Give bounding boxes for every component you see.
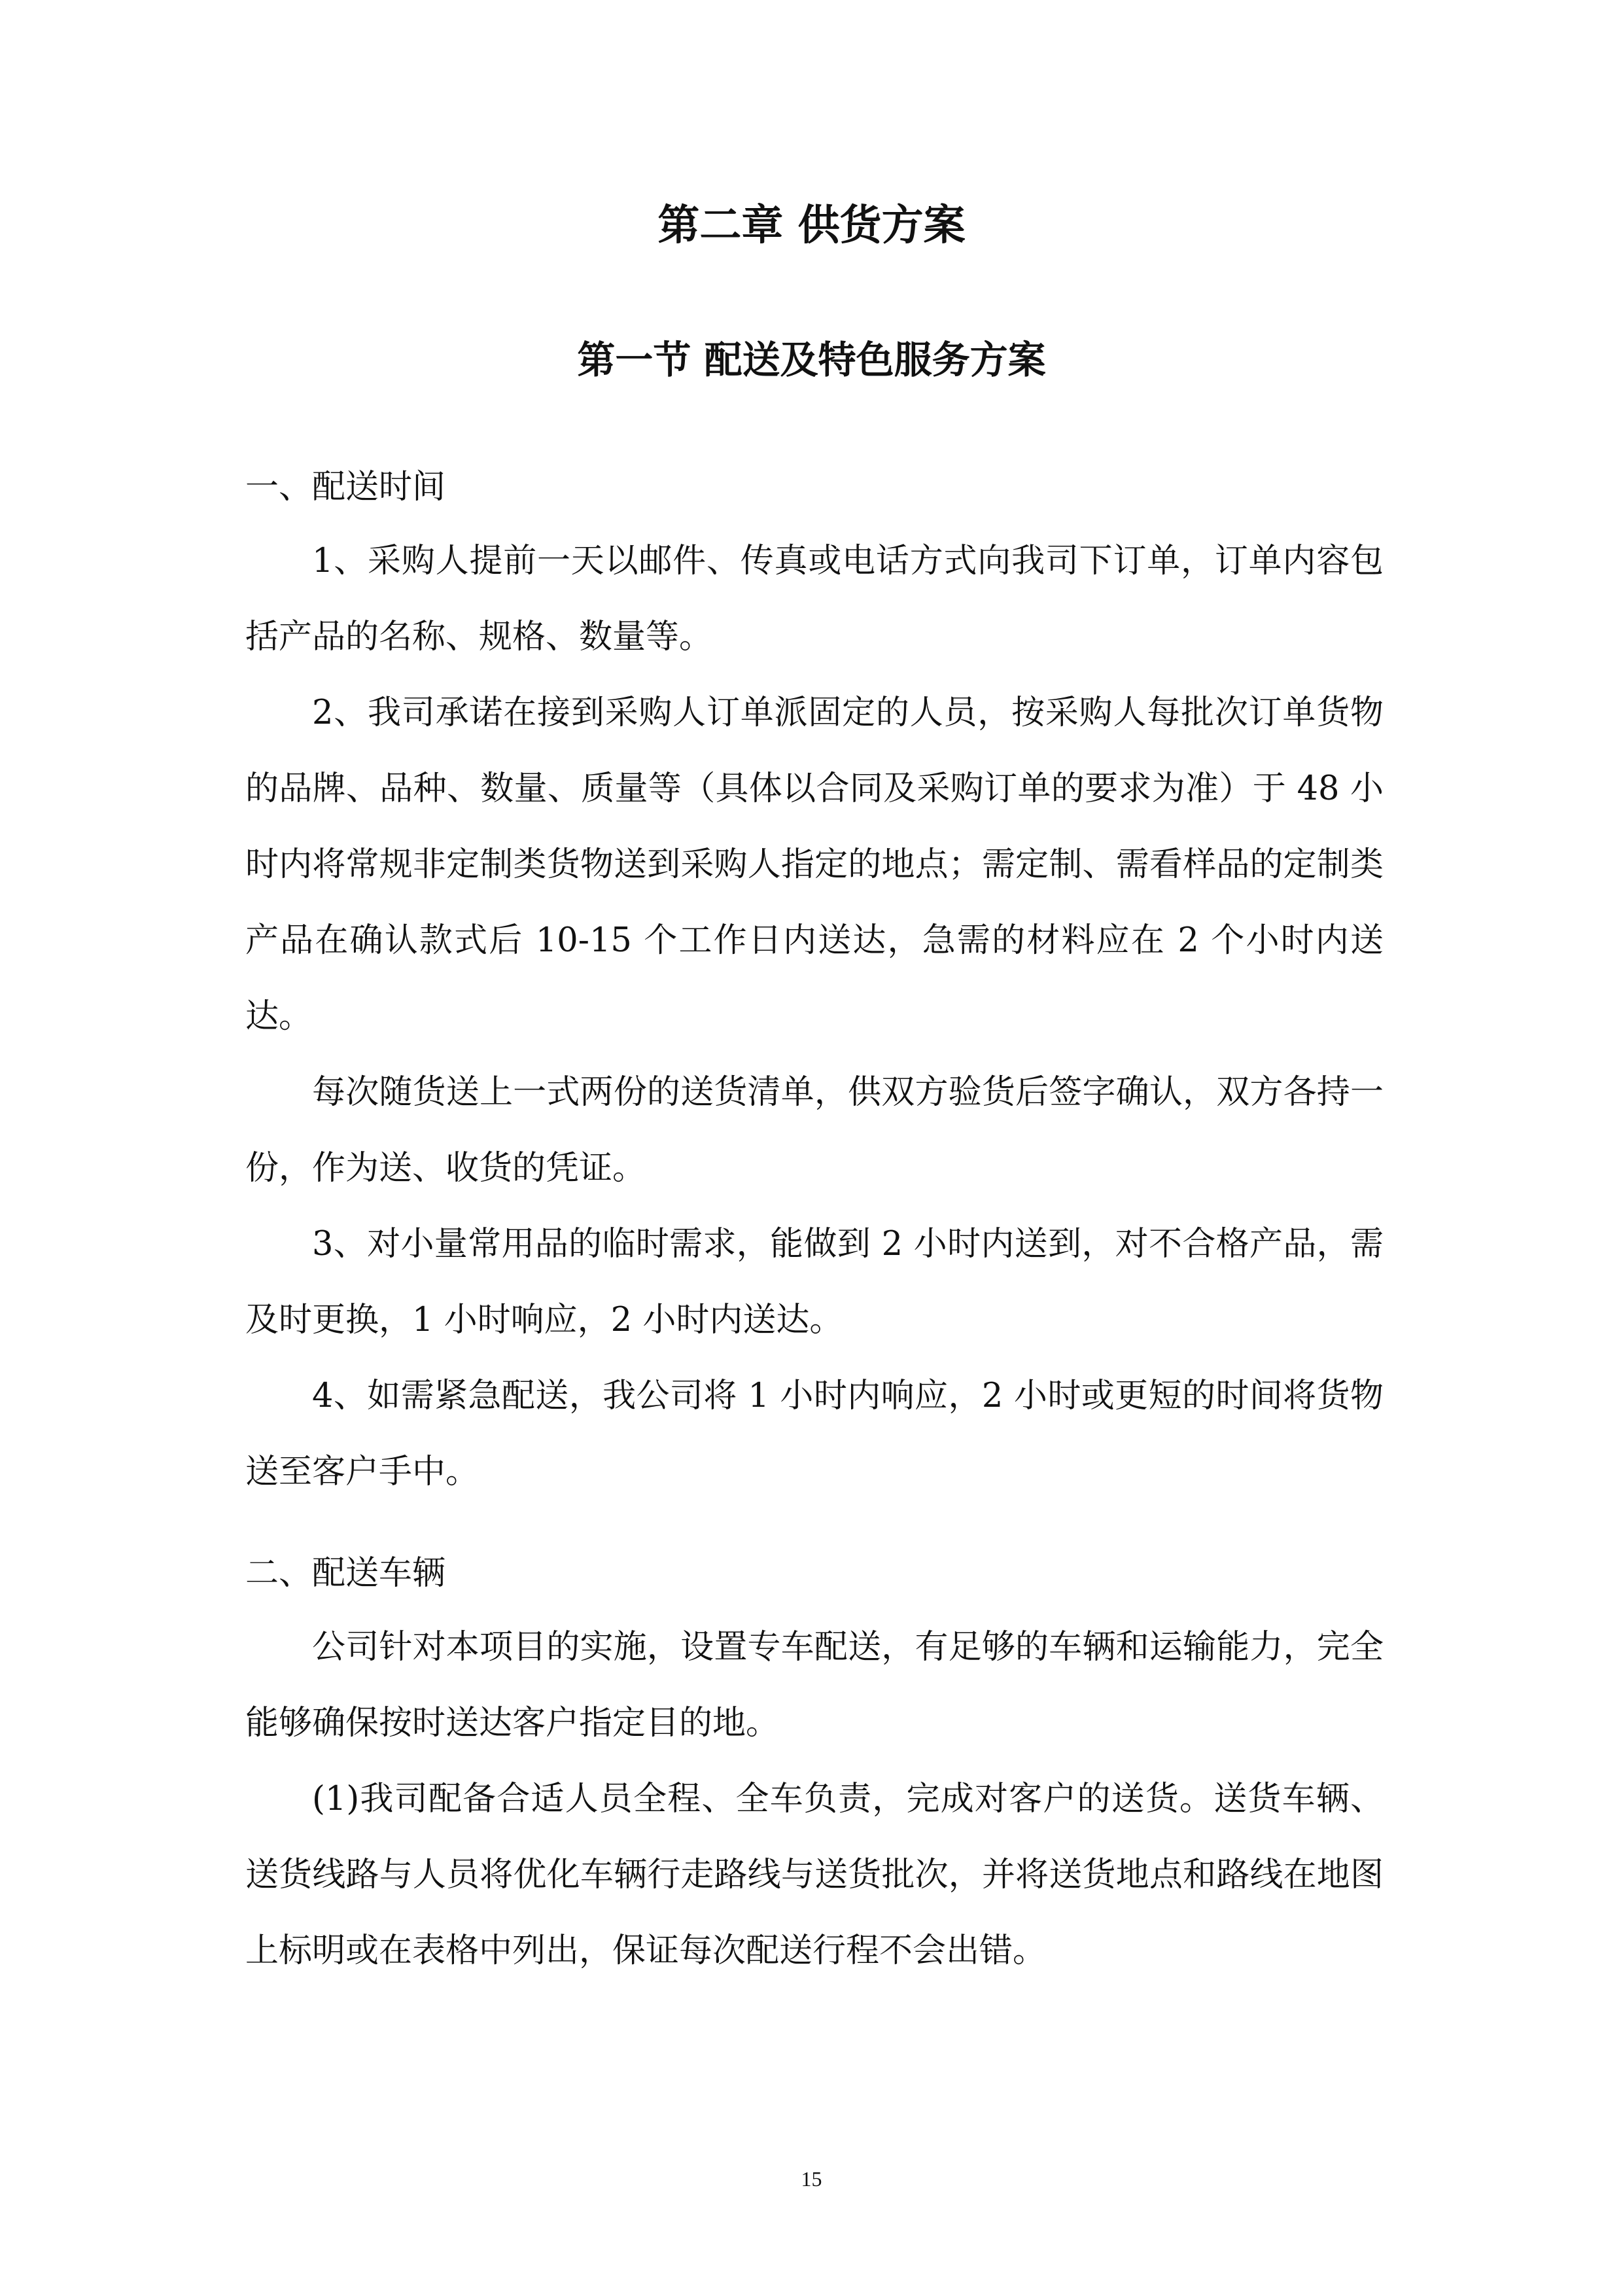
part1-paragraph-5: 4、如需紧急配送，我公司将 1 小时内响应，2 小时或更短的时间将货物送至客户手中。	[245, 1377, 1384, 1491]
part1-paragraph-3: 每次随货送上一式两份的送货清单，供双方验货后签字确认，双方各持一份，作为送、收货的凭证。	[245, 1073, 1384, 1188]
part2-paragraph-1: 公司针对本项目的实施，设置专车配送，有足够的车辆和运输能力，完全能够确保按时送达客户指定目的地。	[245, 1628, 1384, 1742]
section-title: 第一节 配送及特色服务方案	[577, 338, 1046, 382]
chapter-title: 第二章 供货方案	[657, 202, 966, 250]
part2-heading: 二、配送车辆	[245, 1554, 446, 1593]
part1-paragraph-1: 1、采购人提前一天以邮件、传真或电话方式向我司下订单，订单内容包括产品的名称、规格、数量等。	[245, 542, 1384, 656]
page-number: 15	[801, 2167, 822, 2191]
part1-paragraph-4: 3、对小量常用品的临时需求，能做到 2 小时内送到，对不合格产品，需及时更换，1 小时响应，2 小时内送达。	[245, 1225, 1384, 1339]
part1-heading: 一、配送时间	[245, 468, 446, 506]
part2-paragraph-2: (1)我司配备合适人员全程、全车负责，完成对客户的送货。送货车辆、送货线路与人员将优化车辆行走路线与送货批次，并将送货地点和路线在地图上标明或在表格中列出，保证每次配送行程不会出错。	[245, 1780, 1384, 1970]
part1-paragraph-2: 2、我司承诺在接到采购人订单派固定的人员，按采购人每批次订单货物的品牌、品种、数量、质量等（具体以合同及采购订单的要求为准）于 48 小时内将常规非定制类货物送到采购人指定的地点；需定制、需看样品的定制类产品在确认款式后 10-15 个工作日内送达，急需的材料应在 2 个小时内送达。	[245, 694, 1384, 1036]
